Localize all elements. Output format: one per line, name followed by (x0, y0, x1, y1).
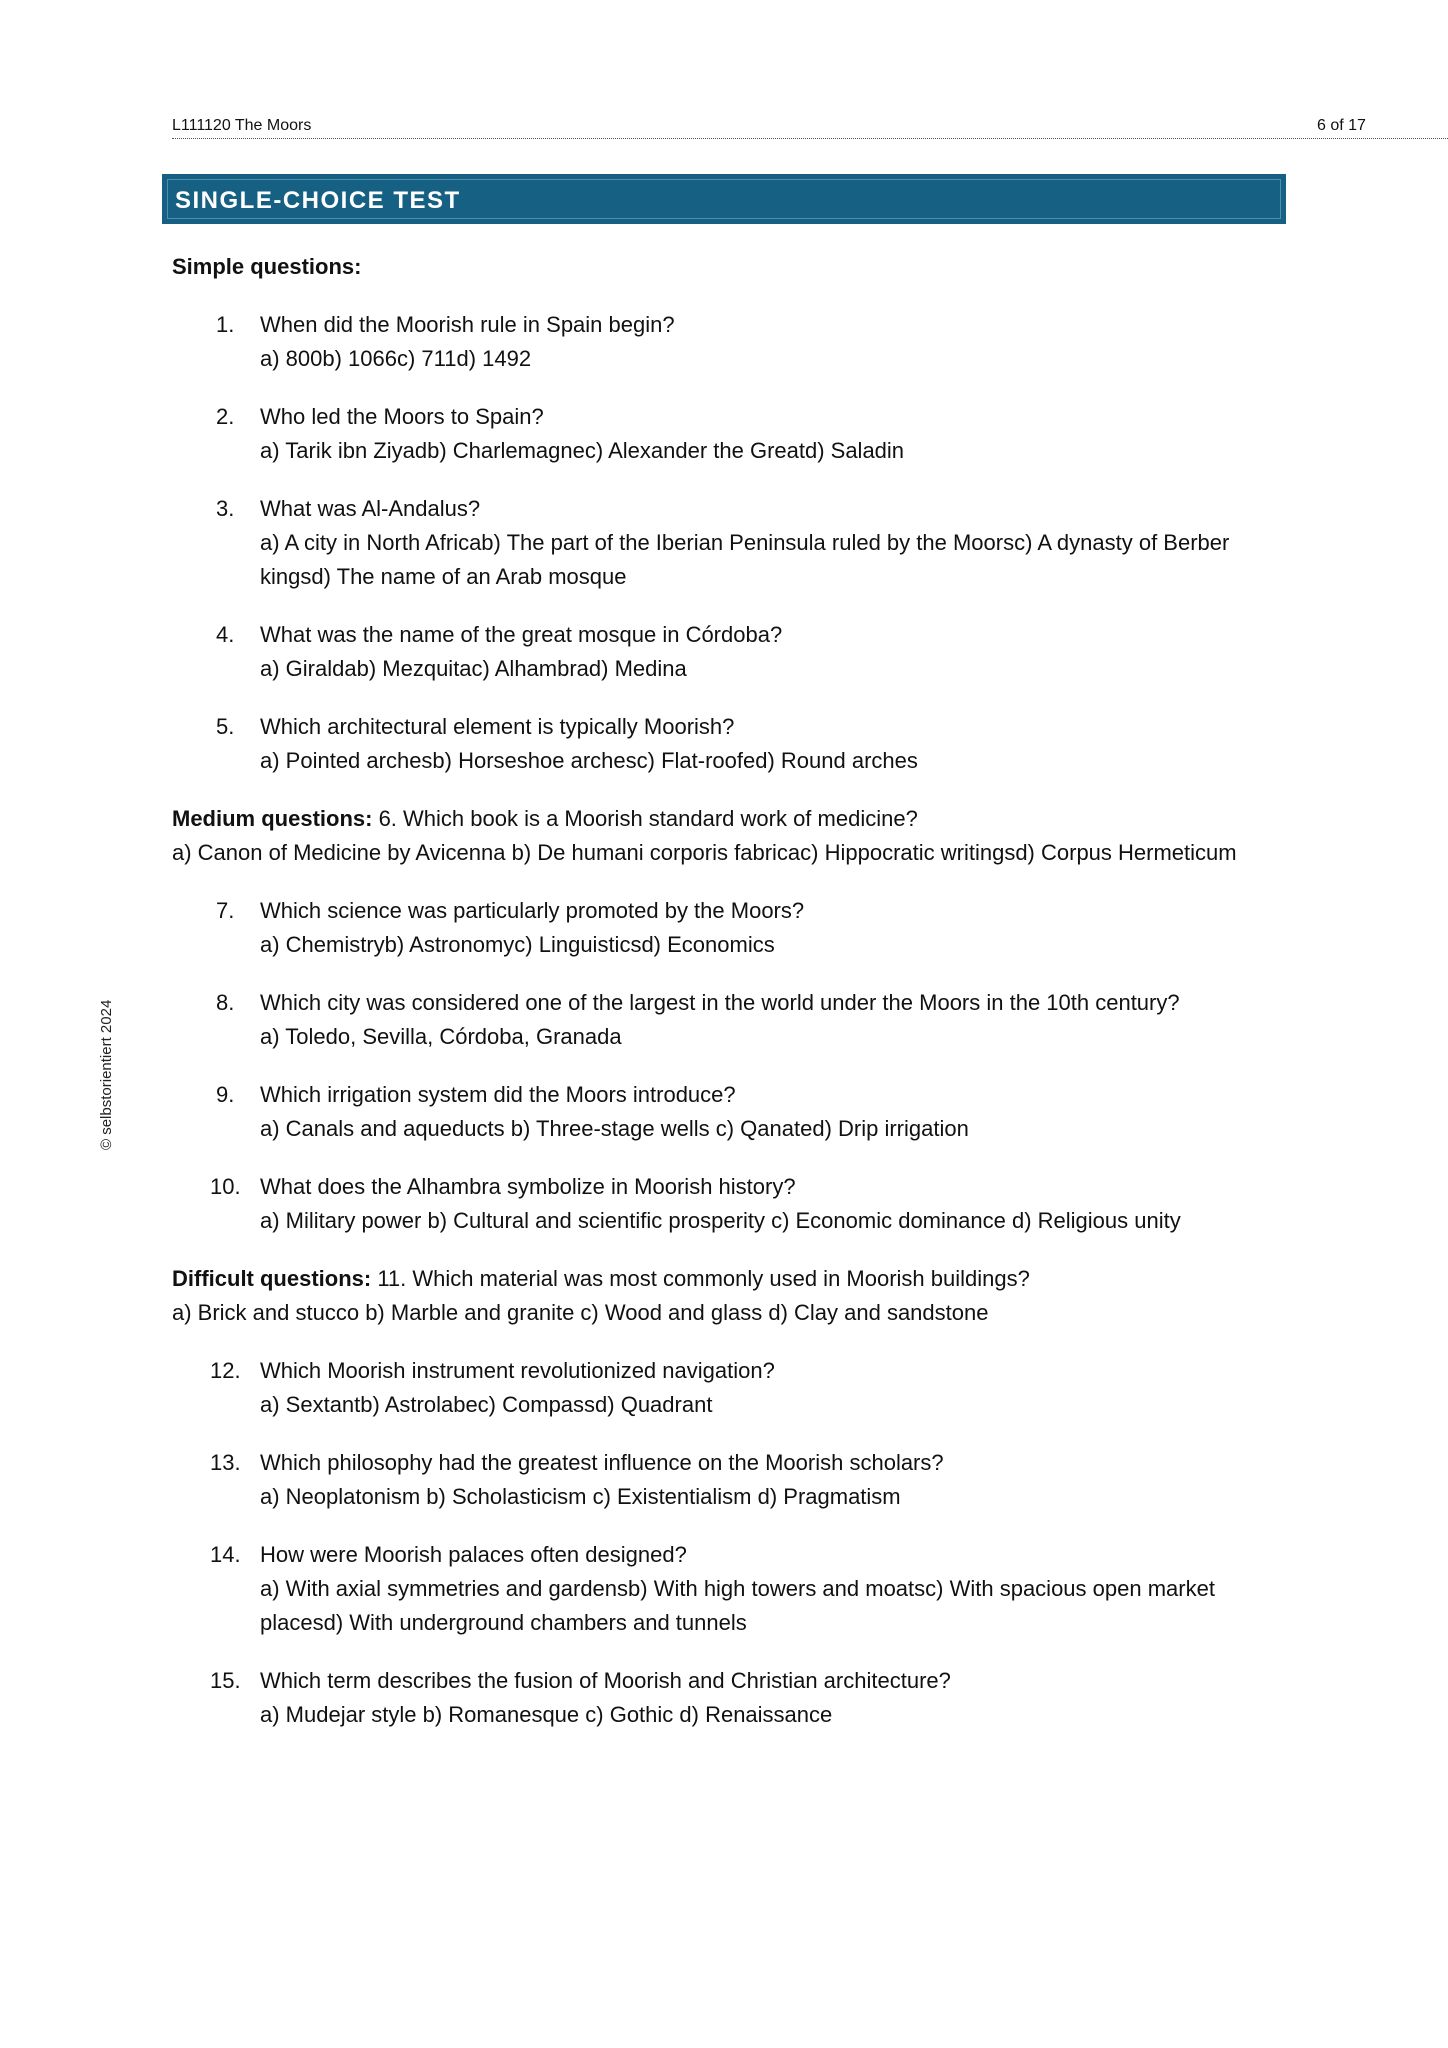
simple-questions-heading: Simple questions: (172, 254, 362, 279)
question-options: a) Mudejar style b) Romanesque c) Gothic d) Renaissance (260, 1702, 833, 1727)
difficult-questions-paragraph (172, 1262, 1292, 1330)
page-indicator: 6 of 17 (1317, 117, 1366, 134)
banner-title: SINGLE-CHOICE TEST (175, 187, 461, 214)
question-options: a) Giraldab) Mezquitac) Alhambrad) Medina (260, 656, 687, 681)
question-options: a) Tarik ibn Ziyadb) Charlemagnec) Alexander the Greatd) Saladin (260, 438, 905, 463)
question-number: 8. (216, 990, 235, 1015)
question-item (172, 1446, 1292, 1514)
difficult-question-list (172, 1354, 1292, 1732)
question-text: 6. Which book is a Moorish standard work of medicine? (372, 806, 918, 831)
question-text: Which Moorish instrument revolutionized navigation? (260, 1358, 775, 1383)
question-options: a) Pointed archesb) Horseshoe archesc) Flat-roofed) Round arches (260, 748, 918, 773)
question-options: a) Neoplatonism b) Scholasticism c) Existentialism d) Pragmatism (260, 1484, 901, 1509)
question-number: 2. (216, 404, 235, 429)
question-options: a) Canon of Medicine by Avicenna b) De humani corporis fabricac) Hippocratic writingsd) Corpus Hermeticum (172, 840, 1237, 865)
question-text: How were Moorish palaces often designed? (260, 1542, 687, 1567)
question-text: 11. Which material was most commonly used in Moorish buildings? (371, 1266, 1030, 1291)
question-number: 12. (210, 1358, 241, 1383)
question-item (172, 986, 1292, 1054)
page-header (172, 114, 1448, 139)
copyright-notice: © selbstorientiert 2024 (98, 999, 115, 1150)
question-item (172, 894, 1292, 962)
question-options: a) Chemistryb) Astronomyc) Linguisticsd) Economics (260, 932, 775, 957)
question-item (172, 400, 1292, 468)
document-title: L111120 The Moors (172, 117, 312, 134)
question-options: a) Brick and stucco b) Marble and granite c) Wood and glass d) Clay and sandstone (172, 1300, 989, 1325)
question-text: Which architectural element is typically Moorish? (260, 714, 735, 739)
test-content (172, 250, 1292, 1756)
section-banner (162, 174, 1286, 224)
question-number: 7. (216, 898, 235, 923)
question-options: a) Sextantb) Astrolabec) Compassd) Quadrant (260, 1392, 713, 1417)
question-number: 14. (210, 1542, 241, 1567)
question-number: 1. (216, 312, 235, 337)
question-text: Which term describes the fusion of Moorish and Christian architecture? (260, 1668, 951, 1693)
question-text: Who led the Moors to Spain? (260, 404, 544, 429)
question-item (172, 1170, 1292, 1238)
question-text: What was the name of the great mosque in Córdoba? (260, 622, 783, 647)
simple-question-list (172, 308, 1292, 778)
question-text: What was Al-Andalus? (260, 496, 481, 521)
difficult-questions-heading: Difficult questions: (172, 1266, 372, 1291)
question-item (172, 1664, 1292, 1732)
question-number: 5. (216, 714, 235, 739)
question-item (172, 710, 1292, 778)
question-text: When did the Moorish rule in Spain begin? (260, 312, 675, 337)
question-options: a) With axial symmetries and gardensb) With high towers and moatsc) With spacious open market placesd) With underground chambers and tunnels (260, 1576, 1215, 1635)
question-item (172, 492, 1292, 594)
question-text: Which city was considered one of the largest in the world under the Moors in the 10th century? (260, 990, 1180, 1015)
question-number: 3. (216, 496, 235, 521)
medium-questions-paragraph (172, 802, 1292, 870)
question-text: What does the Alhambra symbolize in Moorish history? (260, 1174, 796, 1199)
question-options: a) Military power b) Cultural and scientific prosperity c) Economic dominance d) Religious unity (260, 1208, 1181, 1233)
question-number: 15. (210, 1668, 241, 1693)
question-options: a) Toledo, Sevilla, Córdoba, Granada (260, 1024, 622, 1049)
medium-questions-heading: Medium questions: (172, 806, 373, 831)
question-options: a) 800b) 1066c) 711d) 1492 (260, 346, 532, 371)
question-text: Which irrigation system did the Moors introduce? (260, 1082, 736, 1107)
medium-question-list (172, 894, 1292, 1238)
question-number: 4. (216, 622, 235, 647)
question-item (172, 1538, 1292, 1640)
question-item (172, 618, 1292, 686)
question-number: 9. (216, 1082, 235, 1107)
question-text: Which philosophy had the greatest influence on the Moorish scholars? (260, 1450, 944, 1475)
question-item (172, 1354, 1292, 1422)
question-item (172, 308, 1292, 376)
question-options: a) Canals and aqueducts b) Three-stage wells c) Qanated) Drip irrigation (260, 1116, 969, 1141)
question-options: a) A city in North Africab) The part of the Iberian Peninsula ruled by the Moorsc) A dynasty of Berber kingsd) The name of an Arab mosque (260, 530, 1230, 589)
question-item (172, 1078, 1292, 1146)
question-number: 13. (210, 1450, 241, 1475)
question-text: Which science was particularly promoted by the Moors? (260, 898, 805, 923)
question-number: 10. (210, 1174, 241, 1199)
